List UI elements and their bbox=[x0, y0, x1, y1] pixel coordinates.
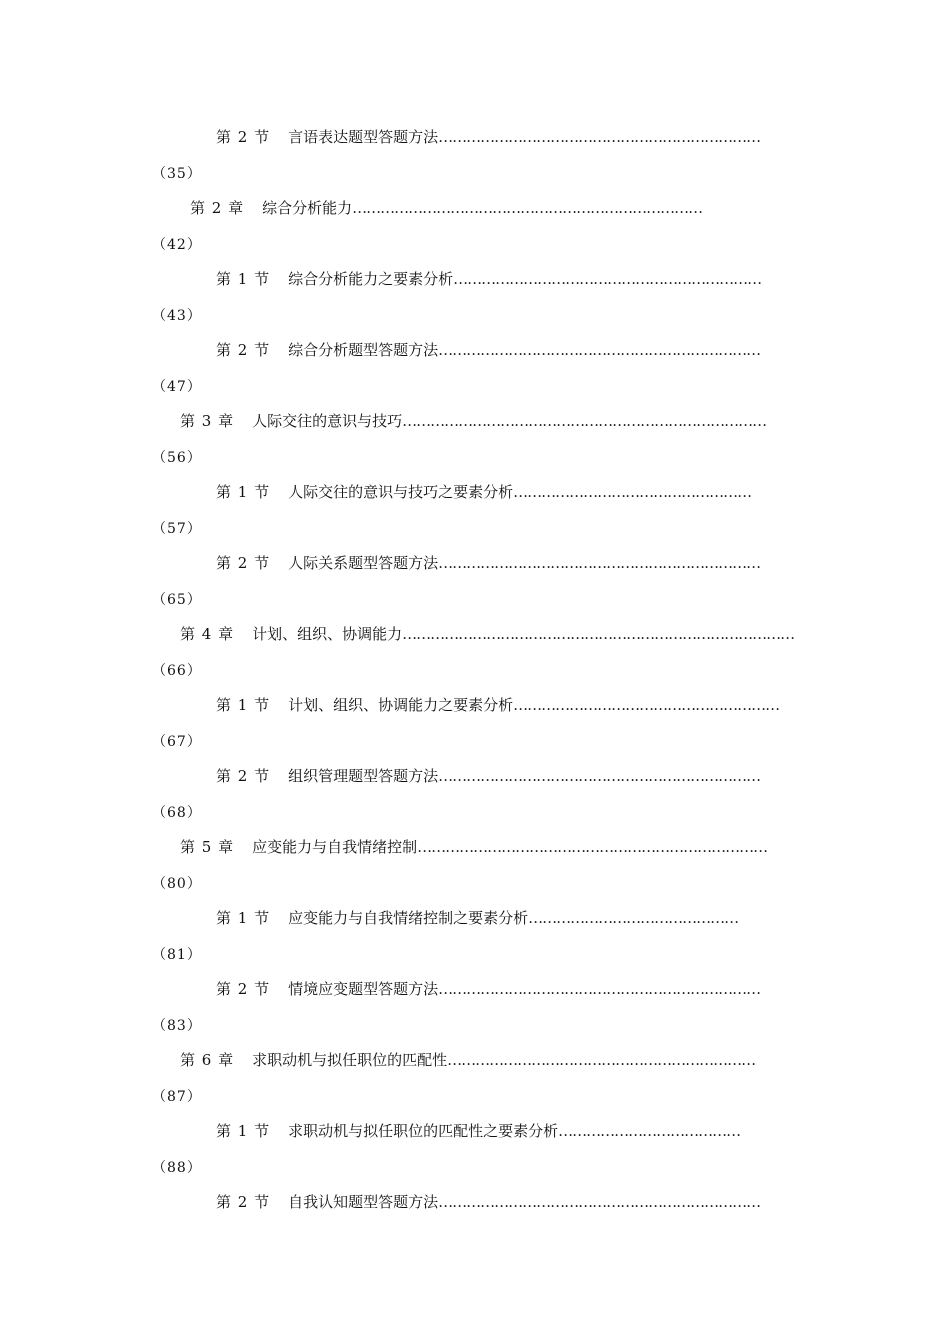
toc-page-number: （47） bbox=[152, 379, 202, 395]
toc-entry bbox=[0, 906, 950, 978]
toc-entry-number: 第 1 节 bbox=[216, 483, 271, 501]
toc-page-number: （56） bbox=[152, 450, 202, 466]
toc-entry-line bbox=[216, 551, 760, 575]
toc-entry-title: 求职动机与拟任职位的匹配性之要素分析 bbox=[288, 1122, 559, 1140]
toc-entry-number: 第 6 章 bbox=[180, 1051, 235, 1069]
toc-entry bbox=[0, 1119, 950, 1191]
toc-page-number: （57） bbox=[152, 521, 202, 537]
toc-entry bbox=[0, 338, 950, 410]
toc-dot-leader: …………………………………………… bbox=[513, 483, 752, 501]
toc-entry-line bbox=[180, 835, 767, 859]
toc-dot-leader: …………………………………………………………… bbox=[438, 767, 761, 785]
toc-page-number: （66） bbox=[152, 663, 202, 679]
toc-page-number: （88） bbox=[152, 1160, 202, 1176]
toc-entry bbox=[0, 125, 950, 197]
toc-entry bbox=[0, 480, 950, 552]
toc-entry-line bbox=[190, 196, 702, 220]
toc-entry-line bbox=[216, 1190, 760, 1214]
toc-entry-title: 综合分析能力 bbox=[262, 199, 353, 217]
toc-entry-line bbox=[180, 1048, 755, 1072]
toc-entry-number: 第 1 节 bbox=[216, 909, 271, 927]
toc-page-number: （65） bbox=[152, 592, 202, 608]
toc-page-number: （81） bbox=[152, 947, 202, 963]
toc-entry-title: 自我认知题型答题方法 bbox=[288, 1193, 439, 1211]
toc-entry-number: 第 2 节 bbox=[216, 554, 271, 572]
toc-dot-leader: ………………………………………………………… bbox=[447, 1051, 756, 1069]
toc-entry-number: 第 2 节 bbox=[216, 341, 271, 359]
toc-entry bbox=[0, 196, 950, 268]
toc-entry-title: 情境应变题型答题方法 bbox=[288, 980, 439, 998]
toc-entry bbox=[0, 622, 950, 694]
toc-entry-title: 人际交往的意识与技巧 bbox=[252, 412, 403, 430]
toc-entry bbox=[0, 551, 950, 623]
toc-page-number: （42） bbox=[152, 237, 202, 253]
toc-entry-line bbox=[180, 409, 766, 433]
toc-entry-number: 第 2 章 bbox=[190, 199, 245, 217]
toc-entry-title: 求职动机与拟任职位的匹配性 bbox=[252, 1051, 448, 1069]
toc-entry-number: 第 4 章 bbox=[180, 625, 235, 643]
toc-entry bbox=[0, 693, 950, 765]
toc-dot-leader: …………………………………………………………… bbox=[438, 980, 761, 998]
toc-page-number: （68） bbox=[152, 805, 202, 821]
toc-entry-number: 第 2 节 bbox=[216, 767, 271, 785]
toc-dot-leader: ………………………………………………………………… bbox=[352, 199, 703, 217]
toc-entry-number: 第 2 节 bbox=[216, 128, 271, 146]
toc-entry-number: 第 2 节 bbox=[216, 1193, 271, 1211]
toc-entry-number: 第 5 章 bbox=[180, 838, 235, 856]
toc-entry-title: 言语表达题型答题方法 bbox=[288, 128, 439, 146]
toc-entry-title: 人际交往的意识与技巧之要素分析 bbox=[288, 483, 514, 501]
toc-entry bbox=[0, 1048, 950, 1120]
toc-entry-number: 第 2 节 bbox=[216, 980, 271, 998]
toc-entry-line bbox=[216, 906, 738, 930]
toc-entry bbox=[0, 977, 950, 1049]
toc-page-number: （35） bbox=[152, 166, 202, 182]
toc-entry-line bbox=[180, 622, 794, 646]
toc-entry-title: 人际关系题型答题方法 bbox=[288, 554, 439, 572]
toc-entry-line bbox=[216, 267, 761, 291]
toc-entry bbox=[0, 835, 950, 907]
toc-entry-title: 计划、组织、协调能力之要素分析 bbox=[288, 696, 514, 714]
toc-entry-line bbox=[216, 693, 779, 717]
toc-entry-line bbox=[216, 480, 751, 504]
toc-dot-leader: …………………………………………………………… bbox=[438, 128, 761, 146]
toc-dot-leader: ………………………………………………… bbox=[513, 696, 780, 714]
toc-entry-line bbox=[216, 977, 760, 1001]
toc-entry-title: 应变能力与自我情绪控制 bbox=[252, 838, 418, 856]
toc-entry-number: 第 1 节 bbox=[216, 696, 271, 714]
toc-entry-title: 综合分析能力之要素分析 bbox=[288, 270, 454, 288]
toc-entry bbox=[0, 267, 950, 339]
toc-entry bbox=[0, 764, 950, 836]
toc-entry-number: 第 1 节 bbox=[216, 1122, 271, 1140]
toc-entry-title: 组织管理题型答题方法 bbox=[288, 767, 439, 785]
toc-dot-leader: ………………………………………………………………… bbox=[417, 838, 768, 856]
toc-entry-line bbox=[216, 125, 760, 149]
toc-entry-title: 计划、组织、协调能力 bbox=[252, 625, 403, 643]
toc-entry bbox=[0, 409, 950, 481]
toc-entry-title: 综合分析题型答题方法 bbox=[288, 341, 439, 359]
toc-entry-number: 第 1 节 bbox=[216, 270, 271, 288]
toc-entry-line bbox=[216, 764, 760, 788]
toc-entry-title: 应变能力与自我情绪控制之要素分析 bbox=[288, 909, 529, 927]
toc-dot-leader: …………………………………………………………… bbox=[438, 554, 761, 572]
toc-page-number: （67） bbox=[152, 734, 202, 750]
toc-page-number: （80） bbox=[152, 876, 202, 892]
toc-page-number: （87） bbox=[152, 1089, 202, 1105]
toc-page-number: （83） bbox=[152, 1018, 202, 1034]
toc-dot-leader: ………………………………… bbox=[558, 1122, 741, 1140]
toc-dot-leader: ……………………………………… bbox=[528, 909, 739, 927]
toc-dot-leader: …………………………………………………………… bbox=[438, 341, 761, 359]
toc-entry-number: 第 3 章 bbox=[180, 412, 235, 430]
toc-dot-leader: …………………………………………………………… bbox=[438, 1193, 761, 1211]
toc-entry-line bbox=[216, 338, 760, 362]
toc-page-number: （43） bbox=[152, 308, 202, 324]
toc-dot-leader: …………………………………………………………………… bbox=[402, 412, 767, 430]
toc-entry bbox=[0, 1190, 950, 1262]
toc-dot-leader: ………………………………………………………………………… bbox=[402, 625, 795, 643]
toc-dot-leader: ………………………………………………………… bbox=[453, 270, 762, 288]
toc-entry-line bbox=[216, 1119, 740, 1143]
